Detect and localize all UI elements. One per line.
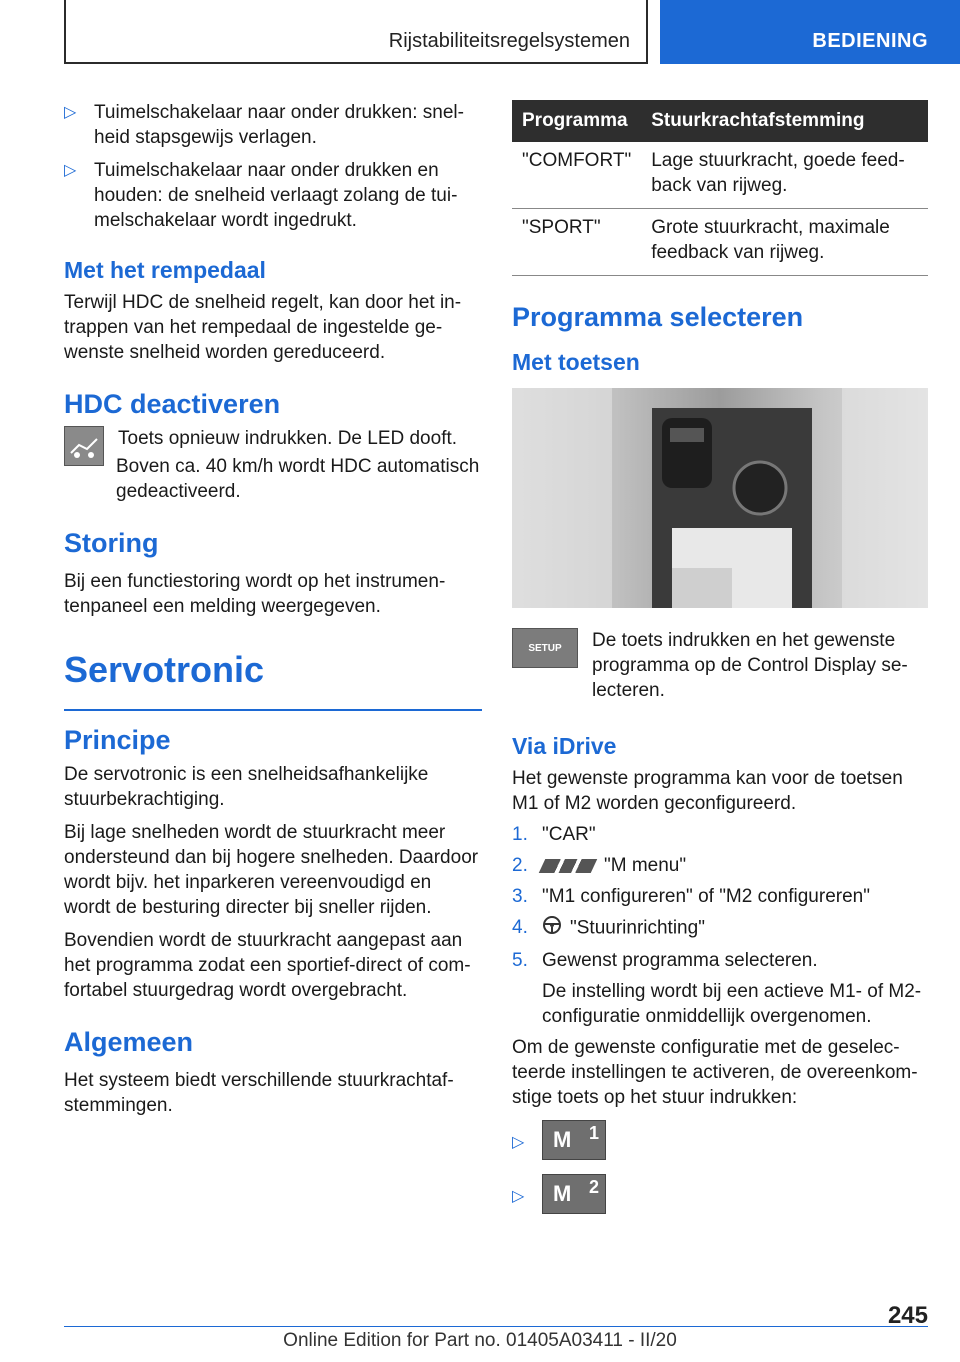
- step-note: De instelling wordt bij een actieve M1- of M2-configuratie onmiddellijk overgenomen.: [542, 981, 922, 1027]
- triangle-bullet-icon: ▷: [64, 162, 77, 179]
- general-paragraph: Het systeem biedt verschillende stuurkrachtafstemmingen.: [64, 1070, 454, 1116]
- hdc-deactivate-line: Toets opnieuw indrukken. De LED dooft.: [118, 428, 458, 449]
- brake-paragraph: Terwijl HDC de snelheid regelt, kan door het intrappen van het rempedaal de ingestelde gewenste snelheid worden gereduceerd.: [64, 292, 462, 363]
- heading-servotronic: Servotronic: [64, 649, 482, 711]
- principle-paragraph-1: De servotronic is een snelheidsafhankelijke stuurbekrachtiging.: [64, 764, 429, 810]
- m-menu-icon: [539, 859, 598, 873]
- edition-text: Online Edition for Part no. 01405A03411 - II/20: [283, 1330, 677, 1351]
- triangle-bullet-icon: ▷: [64, 104, 77, 121]
- right-column: [512, 100, 928, 1222]
- page-number: 245: [887, 1302, 928, 1329]
- table-cell: Lage stuurkracht, goede feedback van rijweg.: [641, 142, 928, 209]
- list-item: 2. "M menu": [512, 855, 687, 876]
- steering-wheel-icon: [542, 915, 562, 942]
- list-item: [64, 100, 482, 150]
- heading-with-buttons: Met toetsen: [512, 349, 640, 375]
- setup-button-row: [512, 628, 928, 703]
- list-item: 1. "CAR": [512, 824, 596, 845]
- activate-paragraph: Om de gewenste configuratie met de geselecteerde instellingen te activeren, de overeenkomstige toets op het stuur indrukken:: [512, 1037, 918, 1108]
- table-header: Stuurkrachtafstemming: [641, 100, 928, 142]
- heading-fault: Storing: [64, 528, 159, 558]
- list-item: [512, 1120, 928, 1160]
- idrive-paragraph: Het gewenste programma kan voor de toetsen M1 of M2 worden geconfigureerd.: [512, 768, 903, 814]
- heading-select-program: Programma selecteren: [512, 302, 804, 332]
- list-item: [64, 158, 482, 233]
- list-item: [512, 1174, 928, 1214]
- heading-brake-pedal: Met het rempedaal: [64, 257, 266, 283]
- hdc-auto-deactivate: Boven ca. 40 km/h wordt HDC automatisch gedeactiveerd.: [116, 456, 480, 502]
- chapter-tab[interactable]: [660, 0, 960, 64]
- list-item-text: Tuimelschakelaar naar onder drukken: snelheid stapsgewijs verlagen.: [94, 102, 464, 148]
- m1-button-icon: M 1: [542, 1120, 606, 1160]
- steering-program-table: [512, 100, 928, 276]
- table-row: [512, 142, 928, 209]
- m2-button-icon: M 2: [542, 1174, 606, 1214]
- setup-instruction: De toets indrukken en het gewenste programma op de Control Display selecteren.: [592, 630, 908, 701]
- table-cell: Grote stuurkracht, maximale feedback van rijweg.: [641, 209, 928, 276]
- triangle-bullet-icon: ▷: [512, 1134, 525, 1151]
- center-console-image: [512, 388, 928, 608]
- table-row: [512, 209, 928, 276]
- list-item-text: Tuimelschakelaar naar onder drukken en houden: de snelheid verlaagt zolang de tuimelschakelaar wordt ingedrukt.: [94, 160, 458, 231]
- table-header: Programma: [512, 100, 641, 142]
- heading-general: Algemeen: [64, 1027, 194, 1057]
- chapter-tab-label: BEDIENING: [812, 30, 928, 52]
- list-item: 3. "M1 configureren" of "M2 configureren": [512, 886, 870, 907]
- section-title: Rijstabiliteitsregelsystemen: [388, 30, 630, 52]
- principle-paragraph-3: Bovendien wordt de stuurkracht aangepast aan het programma zodat een sportief-direct of comfortabel stuurgedrag wordt overgebracht.: [64, 930, 471, 1001]
- table-cell: "COMFORT": [512, 142, 641, 209]
- heading-via-idrive: Via iDrive: [512, 733, 617, 759]
- triangle-bullet-icon: ▷: [512, 1188, 525, 1205]
- heading-hdc-deactivate: HDC deactiveren: [64, 389, 281, 419]
- list-item: 4. "Stuurinrichting": [512, 915, 928, 942]
- hdc-button-icon: [64, 426, 104, 466]
- table-cell: "SPORT": [512, 209, 641, 276]
- setup-button-icon: SETUP: [512, 628, 578, 668]
- principle-paragraph-2: Bij lage snelheden wordt de stuurkracht meer ondersteund dan bij hogere snelheden. Daardoor wordt bijv. het inparkeren vereenvoudigd en wordt de besturing directer bij sneller rijden.: [64, 822, 479, 918]
- footer-divider: [64, 1326, 928, 1327]
- list-item: 5. Gewenst programma selecteren. De instelling wordt bij een actieve M1- of M2-configuratie onmiddellijk overgenomen.: [512, 948, 928, 1029]
- left-column: [64, 100, 482, 1118]
- heading-principle: Principe: [64, 725, 171, 755]
- idrive-steps: [512, 822, 928, 1029]
- fault-paragraph: Bij een functiestoring wordt op het instrumentenpaneel een melding weergegeven.: [64, 571, 446, 617]
